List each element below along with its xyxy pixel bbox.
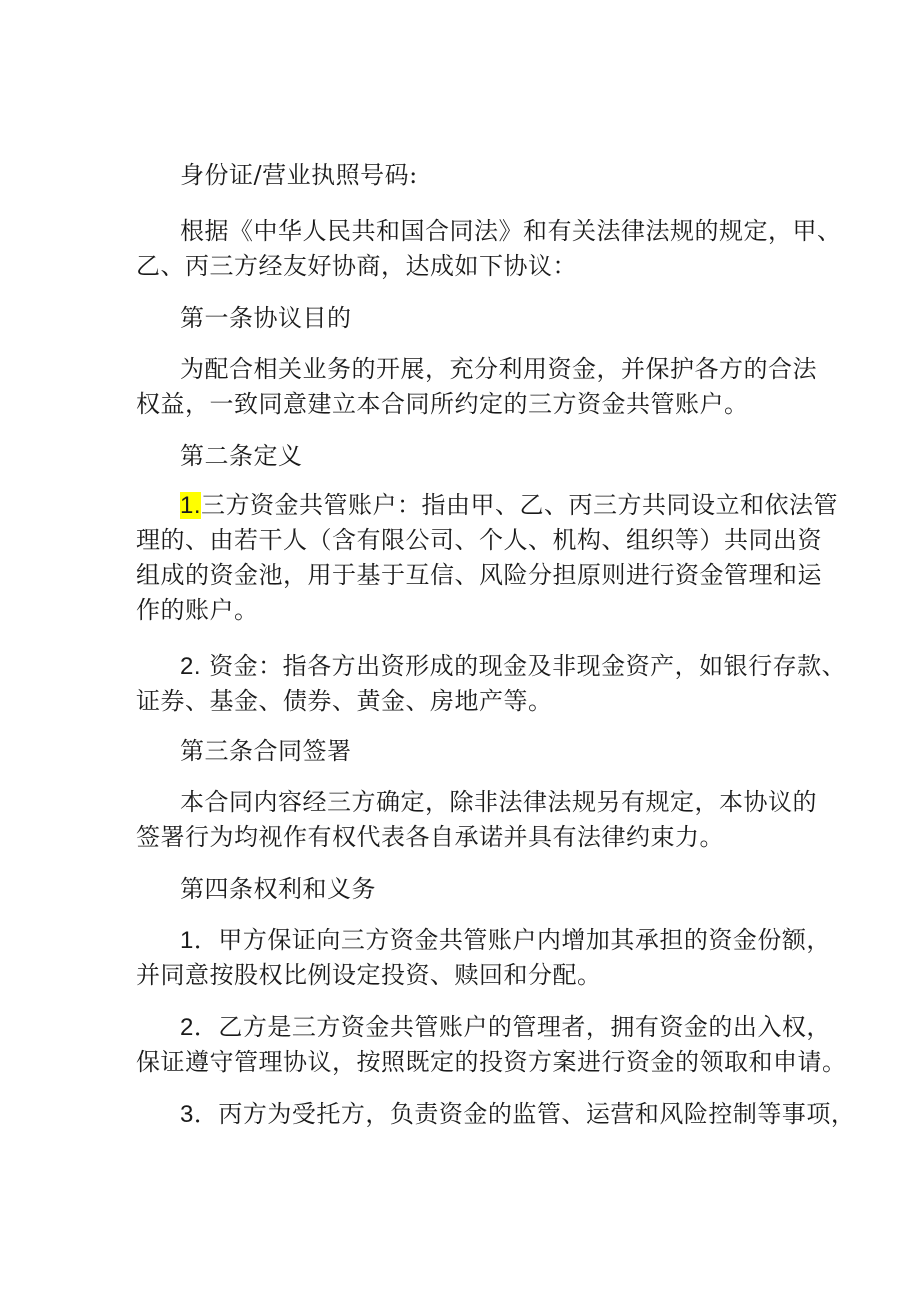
article-2-item-2: 2. 资金：指各方出资形成的现金及非现金资产，如银行存款、 证券、基金、债券、黄金、房地产等。 bbox=[136, 652, 847, 715]
article-1-title: 第一条协议目的 bbox=[180, 304, 352, 332]
article-1-paragraph: 为配合相关业务的开展，充分利用资金，并保护各方的合法 权益，一致同意建立本合同所约定的三方资金共管账户。 bbox=[136, 355, 817, 418]
article-3-title: 第三条合同签署 bbox=[180, 737, 352, 765]
article-4-item-2: 2．乙方是三方资金共管账户的管理者，拥有资金的出入权， 保证遵守管理协议，按照既定的投资方案进行资金的领取和申请。 bbox=[136, 1013, 847, 1076]
article-2-title: 第二条定义 bbox=[180, 442, 303, 470]
article-4-item-3: 3．丙方为受托方，负责资金的监管、运营和风险控制等事项， bbox=[180, 1100, 856, 1128]
article-3-paragraph: 本合同内容经三方确定，除非法律法规另有规定，本协议的 签署行为均视作有权代表各自承诺并具有法律约束力。 bbox=[136, 788, 817, 851]
id-number-line: 身份证/营业执照号码: bbox=[180, 161, 418, 189]
article-2-item-1: 1.三方资金共管账户：指由甲、乙、丙三方共同设立和依法管 理的、由若干人（含有限公司、个人、机构、组织等）共同出资 组成的资金池，用于基于互信、风险分担原则进行资金管理和运 作的账户。 bbox=[136, 491, 839, 624]
highlighted-item-number: 1. bbox=[180, 492, 202, 519]
intro-paragraph: 根据《中华人民共和国合同法》和有关法律法规的规定，甲、 乙、丙三方经友好协商，达成如下协议： bbox=[136, 217, 842, 280]
article-4-item-1: 1．甲方保证向三方资金共管账户内增加其承担的资金份额， 并同意按股权比例设定投资、赎回和分配。 bbox=[136, 926, 831, 989]
article-4-title: 第四条权利和义务 bbox=[180, 875, 376, 903]
